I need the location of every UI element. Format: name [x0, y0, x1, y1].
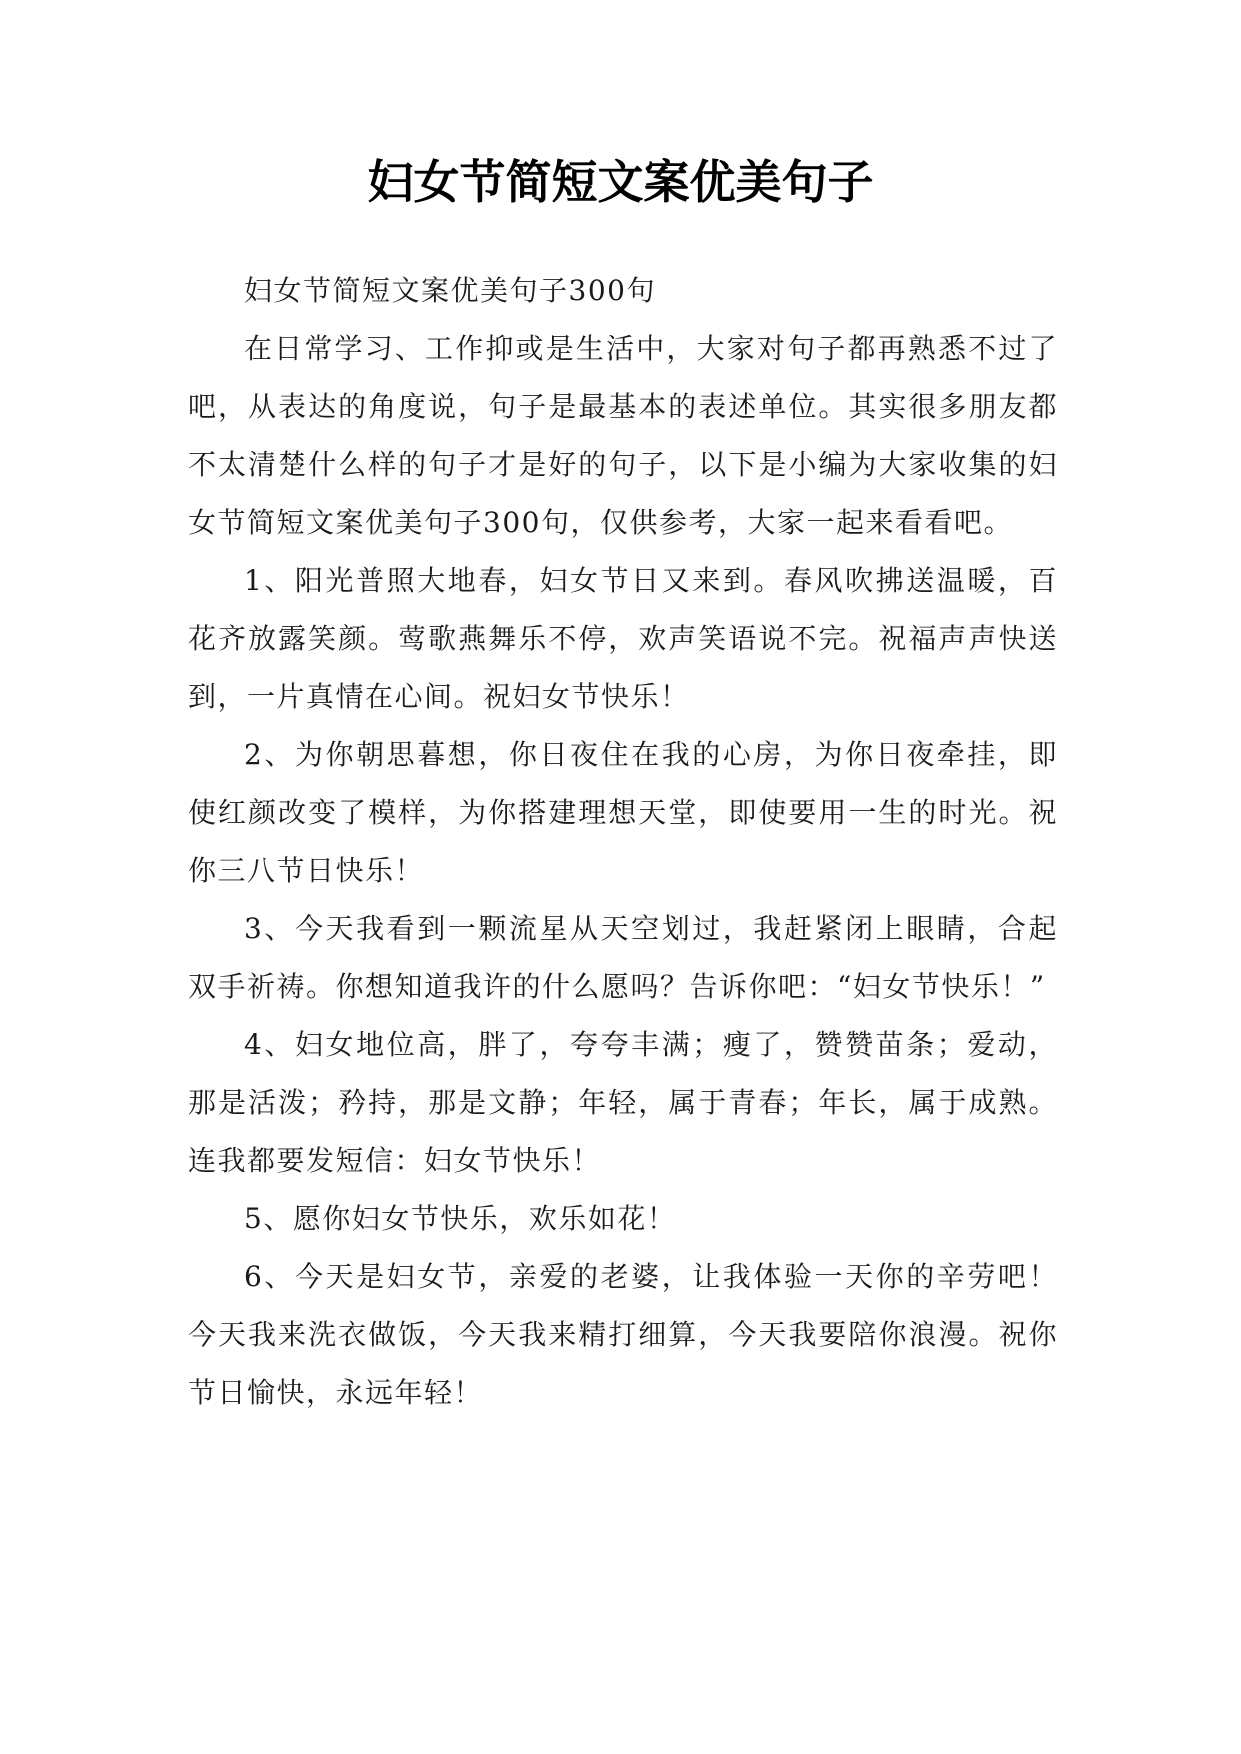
- list-item: 6、今天是妇女节，亲爱的老婆，让我体验一天你的辛劳吧！今天我来洗衣做饭，今天我来精打细算，今天我要陪你浪漫。祝你节日愉快，永远年轻！: [188, 1260, 1058, 1409]
- document-subtitle: 妇女节简短文案优美句子300句: [244, 274, 656, 307]
- list-item: 4、妇女地位高，胖了，夸夸丰满；瘦了，赞赞苗条；爱动，那是活泼；矜持，那是文静；年轻，属于青春；年长，属于成熟。连我都要发短信：妇女节快乐！: [188, 1028, 1058, 1177]
- list-item: 1、阳光普照大地春，妇女节日又来到。春风吹拂送温暖，百花齐放露笑颜。莺歌燕舞乐不停，欢声笑语说不完。祝福声声快送到，一片真情在心间。祝妇女节快乐！: [188, 564, 1058, 713]
- list-item: 5、愿你妇女节快乐，欢乐如花！: [244, 1202, 677, 1235]
- list-item: 3、今天我看到一颗流星从天空划过，我赶紧闭上眼睛，合起双手祈祷。你想知道我许的什么愿吗？告诉你吧：“妇女节快乐！”: [188, 912, 1058, 1003]
- intro-paragraph: 在日常学习、工作抑或是生活中，大家对句子都再熟悉不过了吧，从表达的角度说，句子是最基本的表述单位。其实很多朋友都不太清楚什么样的句子才是好的句子，以下是小编为大家收集的妇女节简短文案优美句子300句，仅供参考，大家一起来看看吧。: [188, 332, 1058, 539]
- list-item: 2、为你朝思暮想，你日夜住在我的心房，为你日夜牵挂，即使红颜改变了模样，为你搭建理想天堂，即使要用一生的时光。祝你三八节日快乐！: [188, 738, 1058, 887]
- document-title: 妇女节简短文案优美句子: [367, 155, 874, 209]
- document-body: [188, 262, 1058, 1422]
